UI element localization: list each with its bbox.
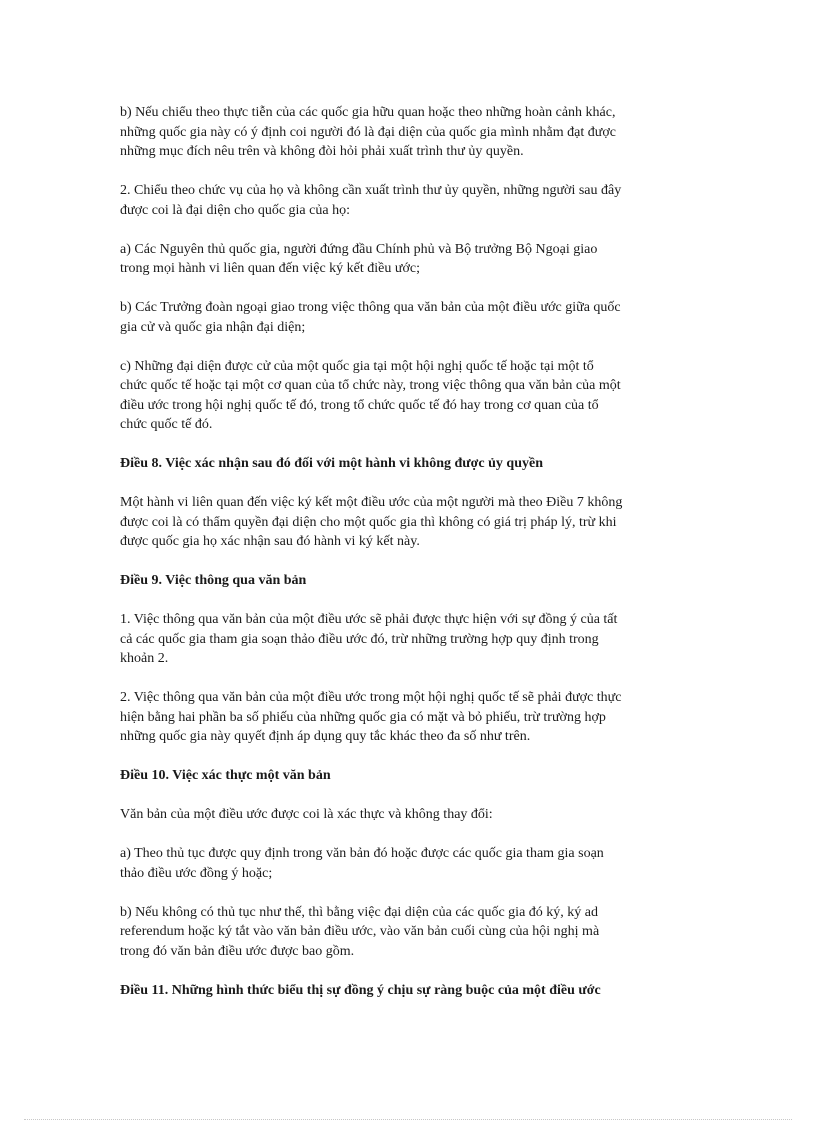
text-line: cả các quốc gia tham gia soạn thảo điều ước đó, trừ những trường hợp quy định trong [120,631,599,647]
text-line: được coi là có thẩm quyền đại diện cho một quốc gia thì không có giá trị pháp lý, trừ khi [120,514,617,530]
text-line: b) Các Trưởng đoàn ngoại giao trong việc thông qua văn bản của một điều ước giữa quốc [120,300,621,315]
body-paragraph [120,688,700,747]
text-line: a) Các Nguyên thủ quốc gia, người đứng đầu Chính phủ và Bộ trưởng Bộ Ngoại giao [120,241,598,257]
text-line: hiện bằng hai phần ba số phiếu của những quốc gia có mặt và bỏ phiếu, trừ trường hợp [120,709,606,725]
text-line: thảo điều ước đồng ý hoặc; [120,865,273,881]
text-line: a) Theo thủ tục được quy định trong văn bản đó hoặc được các quốc gia tham gia soạn [120,846,604,861]
body-paragraph [120,357,700,435]
text-line: Điều 10. Việc xác thực một văn bản [120,768,331,783]
text-line: chức quốc tế hoặc tại một cơ quan của tổ chức này, trong việc thông qua văn bản của một [120,378,621,393]
text-line: 1. Việc thông qua văn bản của một điều ước sẽ phải được thực hiện với sự đồng ý của tất [120,612,618,627]
body-paragraph [120,181,700,220]
text-line: b) Nếu không có thủ tục như thế, thì bằng việc đại diện của các quốc gia đó ký, ký ad [120,904,599,920]
text-line: Điều 11. Những hình thức biểu thị sự đồng ý chịu sự ràng buộc của một điều ước [120,982,601,998]
text-line: referendum hoặc ký tắt vào văn bản điều ước, vào văn bản cuối cùng của hội nghị mà [120,924,600,939]
body-paragraph [120,903,700,962]
text-line: b) Nếu chiểu theo thực tiễn của các quốc gia hữu quan hoặc theo những hoàn cảnh khác, [120,105,616,120]
text-line: được quốc gia họ xác nhận sau đó hành vi ký kết này. [120,534,420,549]
text-line: được coi là đại diện cho quốc gia của họ: [120,202,350,218]
text-line: c) Những đại diện được cử của một quốc gia tại một hội nghị quốc tế hoặc tại một tổ [120,358,594,374]
article-heading [120,766,700,786]
text-line: Một hành vi liên quan đến việc ký kết một điều ước của một người mà theo Điều 7 không [120,495,623,510]
text-line: những quốc gia này quyết định áp dụng quy tắc khác theo đa số như trên. [120,729,531,744]
text-line: Điều 8. Việc xác nhận sau đó đối với một hành vi không được ủy quyền [120,456,544,471]
text-line: chức quốc tế đó. [120,417,213,432]
document-body [120,103,700,1020]
body-paragraph [120,844,700,883]
text-line: Điều 9. Việc thông qua văn bản [120,573,307,588]
text-line: điều ước trong hội nghị quốc tế đó, trong tổ chức quốc tế đó hay trong cơ quan của tổ [120,397,599,413]
text-line: 2. Việc thông qua văn bản của một điều ước trong một hội nghị quốc tế sẽ phải được thực [120,690,622,705]
article-heading [120,454,700,474]
text-line: khoản 2. [120,651,169,666]
text-line: những quốc gia này có ý định coi người đó là đại diện của quốc gia mình nhằm đạt được [120,124,616,140]
text-line: những mục đích nêu trên và không đòi hỏi phải xuất trình thư ủy quyền. [120,144,524,159]
text-line: 2. Chiểu theo chức vụ của họ và không cần xuất trình thư ủy quyền, những người sau đây [120,183,622,198]
text-line: gia cử và quốc gia nhận đại diện; [120,319,306,335]
body-paragraph [120,805,700,825]
body-paragraph [120,103,700,162]
body-paragraph [120,610,700,669]
text-line: trong đó văn bản điều ước được bao gồm. [120,943,355,959]
body-paragraph [120,298,700,337]
body-paragraph [120,240,700,279]
text-line: Văn bản của một điều ước được coi là xác thực và không thay đổi: [120,807,493,822]
page-bottom-divider [24,1119,792,1120]
text-line: trong mọi hành vi liên quan đến việc ký kết điều ước; [120,261,420,276]
body-paragraph [120,493,700,552]
article-heading [120,571,700,591]
article-heading [120,981,700,1001]
